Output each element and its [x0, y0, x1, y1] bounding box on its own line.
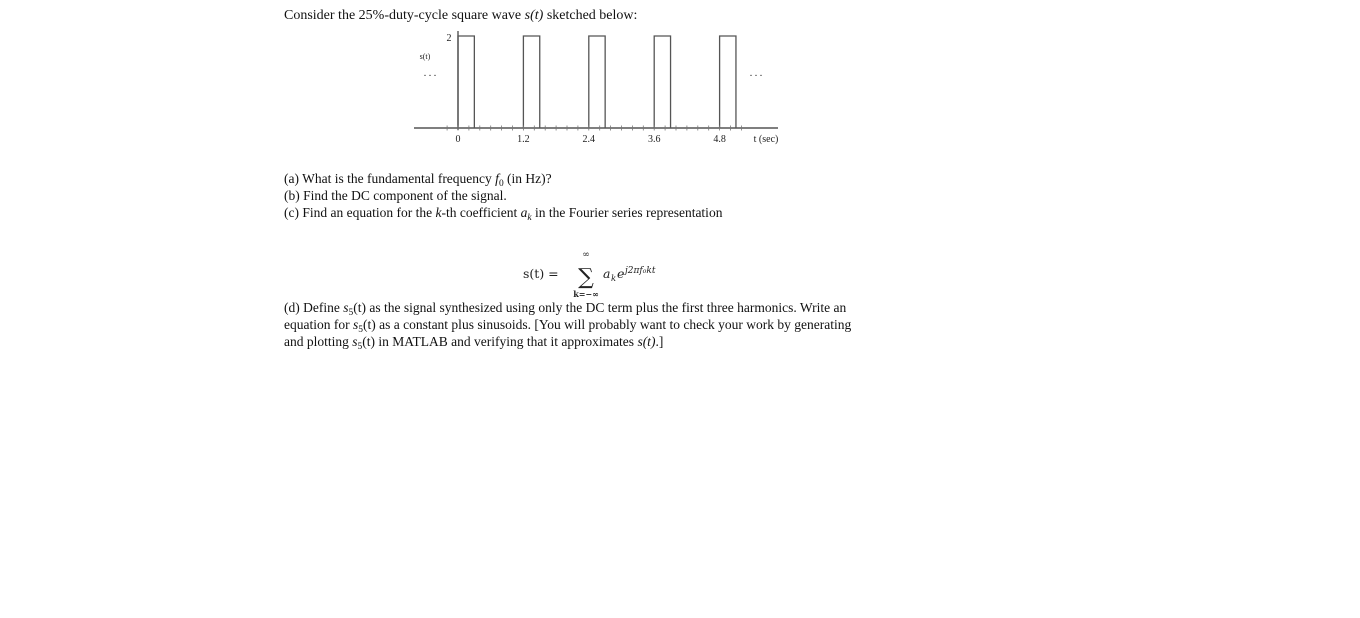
question-c-suffix: in the Fourier series representation — [531, 205, 723, 220]
question-a-suffix: (in Hz)? — [503, 171, 552, 186]
y-axis-label: s(t) — [419, 52, 431, 61]
sum-upper-limit: ∞ — [582, 250, 590, 260]
s5-subscript-3: 5 — [357, 342, 363, 352]
coefficient-subscript: k — [611, 274, 617, 284]
s5-subscript-2: 5 — [358, 325, 363, 335]
tick-label-2: 1.2 — [517, 134, 530, 145]
question-c-symbol: a — [520, 205, 528, 220]
amplitude-label: 2 — [446, 33, 452, 44]
question-a-subscript: 0 — [498, 179, 504, 189]
question-c-k: k — [435, 205, 442, 220]
question-c — [284, 204, 722, 221]
pulse-4 — [654, 36, 670, 128]
question-d-line-1-start: (d) Define — [284, 300, 344, 315]
problem-intro — [284, 8, 637, 24]
square-wave-figure — [400, 28, 800, 152]
question-a — [284, 170, 722, 187]
questions-list — [284, 170, 722, 221]
s5-symbol-1: s — [343, 300, 349, 315]
equation-lhs: s(t) = — [523, 266, 559, 281]
x-axis-unit-label: t (sec) — [753, 134, 779, 145]
question-d-line-3-middle: (t) in MATLAB and verifying that it approximates — [362, 334, 638, 349]
equation-graphic — [522, 248, 682, 300]
question-d-line-1 — [284, 299, 914, 316]
question-d-line-2-start: equation for — [284, 317, 353, 332]
square-wave-plot — [400, 28, 800, 152]
question-a-symbol: f — [495, 171, 499, 186]
s5-subscript-1: 5 — [348, 308, 354, 318]
ellipsis-left: . . . — [423, 68, 437, 79]
question-d-signal: s(t) — [637, 334, 656, 349]
question-d-line-2-end: (t) as a constant plus sinusoids. [You will probably want to check your work by generating — [362, 317, 852, 332]
exponent-term: j2πf₀kt — [625, 266, 656, 276]
pulse-2 — [523, 36, 539, 128]
ellipsis-right: . . . — [749, 68, 763, 79]
question-c-middle: -th coefficient — [441, 205, 521, 220]
intro-signal: s(t) — [524, 8, 544, 23]
pulse-1 — [458, 36, 474, 128]
coefficient-symbol: a — [603, 266, 611, 281]
tick-label-4: 3.6 — [647, 134, 661, 145]
question-c-prefix: (c) Find an equation for the — [284, 205, 436, 220]
question-d-line-3 — [284, 333, 914, 350]
pulse-3 — [589, 36, 605, 128]
question-d-line-1-end: (t) as the signal synthesized using only the DC term plus the first three harmonics. Write an — [353, 300, 847, 315]
intro-text-before: Consider the 25%-duty-cycle square wave — [284, 8, 525, 23]
question-d-line-3-end: .] — [655, 334, 664, 349]
sum-lower-limit: k=−∞ — [573, 289, 599, 299]
summation-symbol: ∑ — [578, 265, 594, 290]
tick-label-5: 4.8 — [713, 134, 726, 145]
s5-symbol-3: s — [352, 334, 358, 349]
pulse-5 — [720, 36, 736, 128]
question-d-line-2 — [284, 316, 914, 333]
intro-text-after: sketched below: — [543, 8, 638, 23]
tick-label-1: 0 — [455, 134, 461, 145]
s5-symbol-2: s — [352, 317, 359, 332]
question-b: (b) Find the DC component of the signal. — [284, 188, 507, 203]
question-c-subscript: k — [527, 213, 532, 223]
question-d — [284, 299, 914, 350]
fourier-series-equation — [522, 248, 682, 300]
exponential-base: e — [617, 266, 625, 281]
question-a-prefix: (a) What is the fundamental frequency — [284, 171, 496, 186]
tick-label-3: 2.4 — [582, 134, 596, 145]
question-d-line-3-start: and plotting — [284, 334, 353, 349]
